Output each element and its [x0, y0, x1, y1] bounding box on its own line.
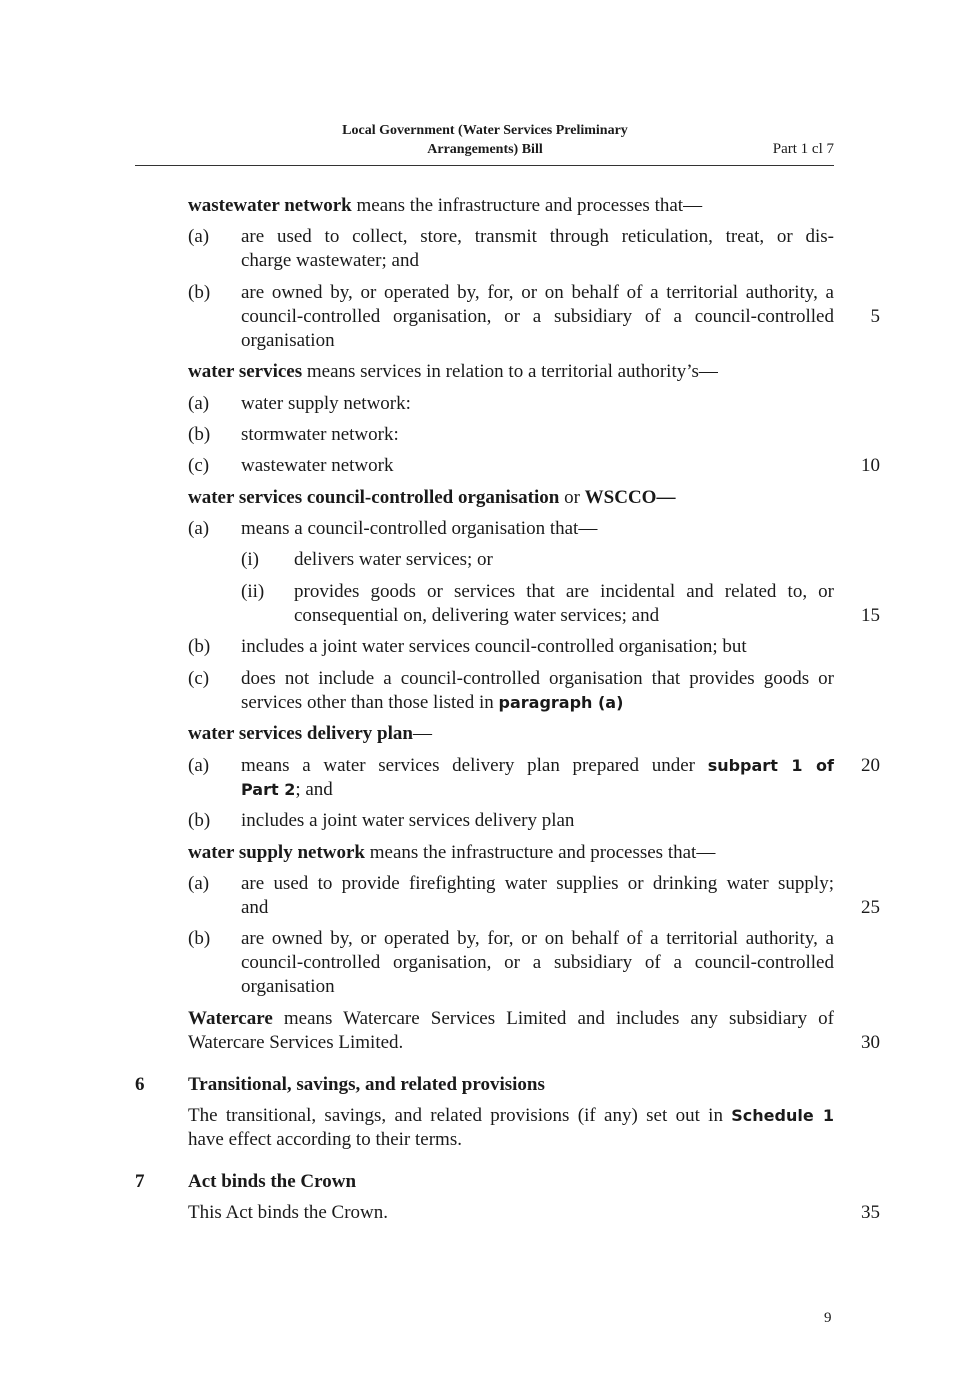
item-label: (c) — [188, 455, 210, 476]
defined-term: water services delivery plan — [188, 723, 413, 744]
cross-reference: subpart 1 of — [707, 756, 834, 775]
item-label: (a) — [188, 393, 210, 414]
section-text-part: The transitional, savings, and related provisions (if any) set out in — [188, 1105, 732, 1126]
line-number: 10 — [861, 455, 880, 476]
item-text: includes a joint water services delivery plan — [241, 810, 575, 831]
section-number: 6 — [135, 1074, 145, 1095]
def-intro: means the infrastructure and processes that— — [365, 842, 716, 863]
defined-term: water services — [188, 361, 303, 382]
def-text: means Watercare Services Limited and includes any subsidiary of — [272, 1008, 834, 1029]
def-dash: — — [656, 487, 676, 508]
def-watercare — [188, 1007, 834, 1031]
section-number: 7 — [135, 1171, 145, 1192]
item-text: water supply network: — [241, 393, 411, 414]
def-water-supply-network — [188, 841, 715, 865]
item-text: means a council-controlled organisation that— — [241, 518, 598, 539]
subitem-label: (i) — [241, 549, 259, 570]
header-part-ref: Part 1 cl 7 — [772, 141, 834, 157]
cross-reference: paragraph (a) — [498, 693, 624, 712]
item-label: (a) — [188, 873, 210, 894]
line-number: 35 — [861, 1202, 880, 1223]
line-number: 5 — [870, 306, 880, 327]
section-heading: Act binds the Crown — [188, 1171, 357, 1192]
item-text: are used to provide firefighting water supplies or drinking water supply; — [241, 873, 834, 894]
def-delivery-plan — [188, 722, 432, 746]
header-title-line1: Local Government (Water Services Preliminary — [342, 123, 628, 138]
item-text-part: ; and — [295, 779, 333, 800]
def-wastewater-network — [188, 194, 702, 218]
defined-term: wastewater network — [188, 195, 352, 216]
section-heading: Transitional, savings, and related provisions — [188, 1074, 545, 1095]
item-label: (b) — [188, 424, 211, 445]
item-label: (b) — [188, 928, 211, 949]
line-number: 25 — [861, 897, 880, 918]
item-text-part: services other than those listed in — [241, 692, 499, 713]
def-or: or — [559, 487, 585, 508]
item-text: stormwater network: — [241, 424, 399, 445]
defined-term: water supply network — [188, 842, 365, 863]
line-number: 15 — [861, 605, 880, 626]
subitem-label: (ii) — [241, 581, 265, 602]
item-label: (a) — [188, 226, 210, 247]
item-label: (c) — [188, 668, 210, 689]
subitem-text: delivers water services; or — [294, 549, 493, 570]
item-text: and — [241, 897, 269, 918]
defined-term: Watercare — [188, 1008, 273, 1029]
item-text — [241, 691, 623, 715]
line-number: 20 — [861, 755, 880, 776]
item-label: (a) — [188, 518, 210, 539]
header-title-line2: Arrangements) Bill — [427, 142, 543, 157]
item-text: are owned by, or operated by, for, or on behalf of a territorial authority, a — [241, 928, 834, 949]
cross-reference: Schedule 1 — [731, 1106, 834, 1125]
defined-term-abbrev: WSCCO — [584, 487, 657, 508]
item-text: does not include a council-controlled organisation that provides goods or — [241, 668, 834, 689]
section-text: This Act binds the Crown. — [188, 1202, 389, 1223]
cross-reference: Part 2 — [241, 780, 296, 799]
subitem-text: provides goods or services that are incidental and related to, or — [294, 581, 834, 602]
defined-term: water services council-controlled organisation — [188, 487, 560, 508]
item-label: (b) — [188, 636, 211, 657]
item-text — [241, 754, 834, 778]
header-rule — [135, 165, 834, 166]
item-text: council-controlled organisation, or a subsidiary of a council-controlled — [241, 306, 834, 327]
item-text: council-controlled organisation, or a subsidiary of a council-controlled — [241, 952, 834, 973]
item-text: organisation — [241, 330, 335, 351]
def-wscco — [188, 486, 675, 510]
def-dash: — — [412, 723, 432, 744]
running-header-title — [240, 121, 730, 159]
section-text: have effect according to their terms. — [188, 1129, 462, 1150]
item-label: (b) — [188, 282, 211, 303]
item-text — [241, 778, 333, 802]
item-label: (b) — [188, 810, 211, 831]
def-water-services — [188, 360, 718, 384]
def-text: Watercare Services Limited. — [188, 1032, 404, 1053]
subitem-text: consequential on, delivering water services; and — [294, 605, 660, 626]
section-text — [188, 1104, 834, 1128]
item-text: are owned by, or operated by, for, or on behalf of a territorial authority, a — [241, 282, 834, 303]
def-intro: means services in relation to a territorial authority’s— — [302, 361, 718, 382]
item-label: (a) — [188, 755, 210, 776]
item-text-part: means a water services delivery plan prepared under — [241, 755, 708, 776]
item-text: organisation — [241, 976, 335, 997]
def-intro: means the infrastructure and processes that— — [351, 195, 703, 216]
item-text: are used to collect, store, transmit through reticulation, treat, or dis- — [241, 226, 834, 247]
item-text: wastewater network — [241, 455, 394, 476]
page-number: 9 — [824, 1310, 832, 1326]
line-number: 30 — [861, 1032, 880, 1053]
item-text: charge wastewater; and — [241, 250, 419, 271]
item-text: includes a joint water services council-controlled organisation; but — [241, 636, 747, 657]
